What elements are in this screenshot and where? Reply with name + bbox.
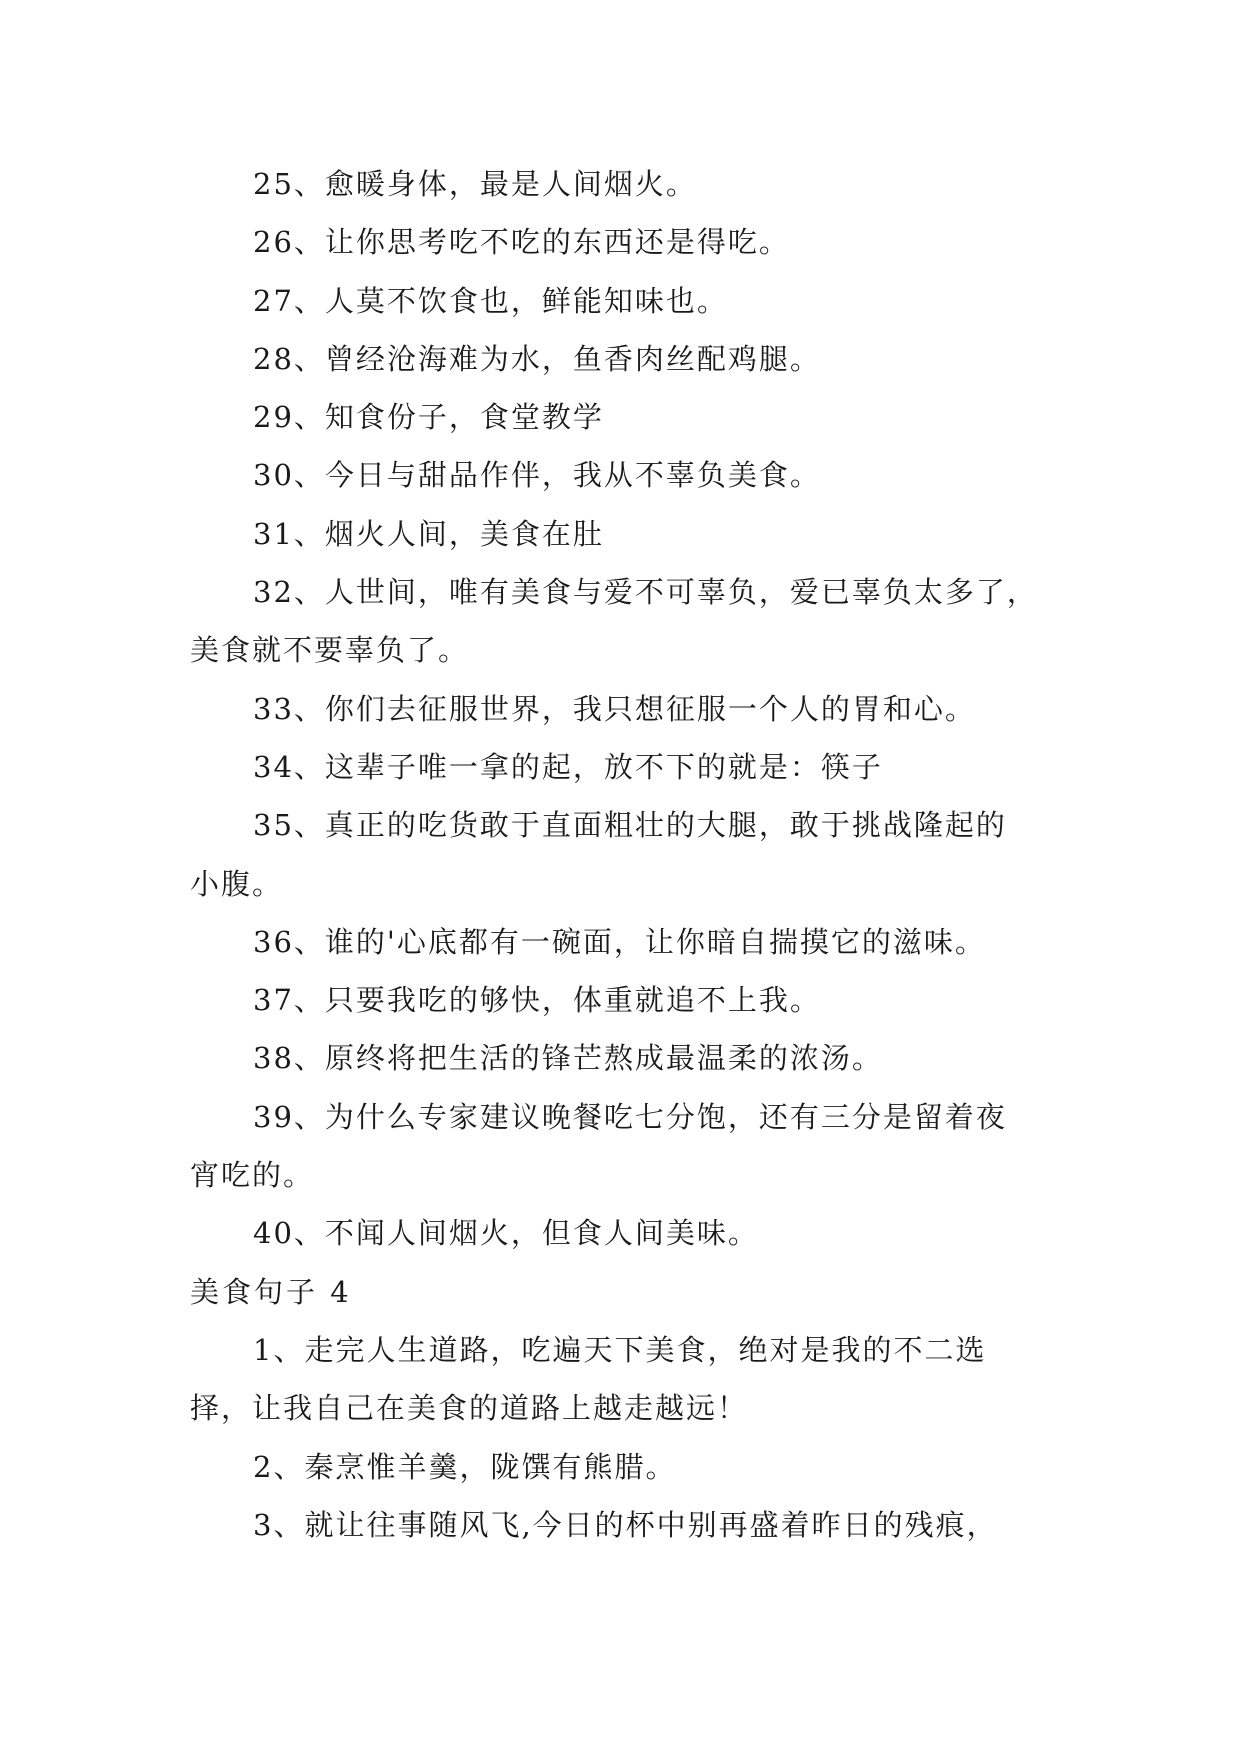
text-line: 32、人世间，唯有美食与爱不可辜负，爱已辜负太多了， (253, 575, 1038, 610)
text-line: 30、今日与甜品作伴，我从不辜负美食。 (253, 458, 821, 493)
text-line: 33、你们去征服世界，我只想征服一个人的胃和心。 (253, 691, 976, 726)
text-line: 宵吃的。 (190, 1158, 315, 1193)
text-line: 36、谁的'心底都有一碗面，让你暗自揣摸它的滋味。 (253, 924, 986, 959)
text-line: 26、让你思考吃不吃的东西还是得吃。 (253, 225, 790, 260)
text-line: 37、只要我吃的够快，体重就追不上我。 (253, 983, 821, 1018)
text-line: 38、原终将把生活的锋芒熬成最温柔的浓汤。 (253, 1041, 883, 1076)
text-line: 3、就让往事随风飞,今日的杯中别再盛着昨日的残痕， (253, 1507, 998, 1542)
text-line: 40、不闻人间烟火，但食人间美味。 (253, 1216, 759, 1251)
text-line: 29、知食份子，食堂教学 (253, 400, 604, 435)
text-line: 小腹。 (190, 866, 284, 901)
text-line: 34、这辈子唯一拿的起，放不下的就是：筷子 (253, 749, 883, 784)
text-line: 31、烟火人间，美食在肚 (253, 516, 604, 551)
text-line: 39、为什么专家建议晚餐吃七分饱，还有三分是留着夜 (253, 1099, 1007, 1134)
text-line: 27、人莫不饮食也，鲜能知味也。 (253, 283, 728, 318)
text-line: 择，让我自己在美食的道路上越走越远！ (190, 1391, 749, 1426)
section-heading: 美食句子 4 (190, 1274, 352, 1309)
text-line: 1、走完人生道路，吃遍天下美食，绝对是我的不二选 (253, 1332, 987, 1367)
text-line: 35、真正的吃货敢于直面粗壮的大腿，敢于挑战隆起的 (253, 808, 1007, 843)
text-line: 28、曾经沧海难为水，鱼香肉丝配鸡腿。 (253, 341, 821, 376)
text-line: 2、秦烹惟羊羹，陇馔有熊腊。 (253, 1449, 677, 1484)
document-body (190, 155, 1060, 1554)
text-line: 美食就不要辜负了。 (190, 633, 470, 668)
text-line: 25、愈暖身体，最是人间烟火。 (253, 167, 697, 201)
